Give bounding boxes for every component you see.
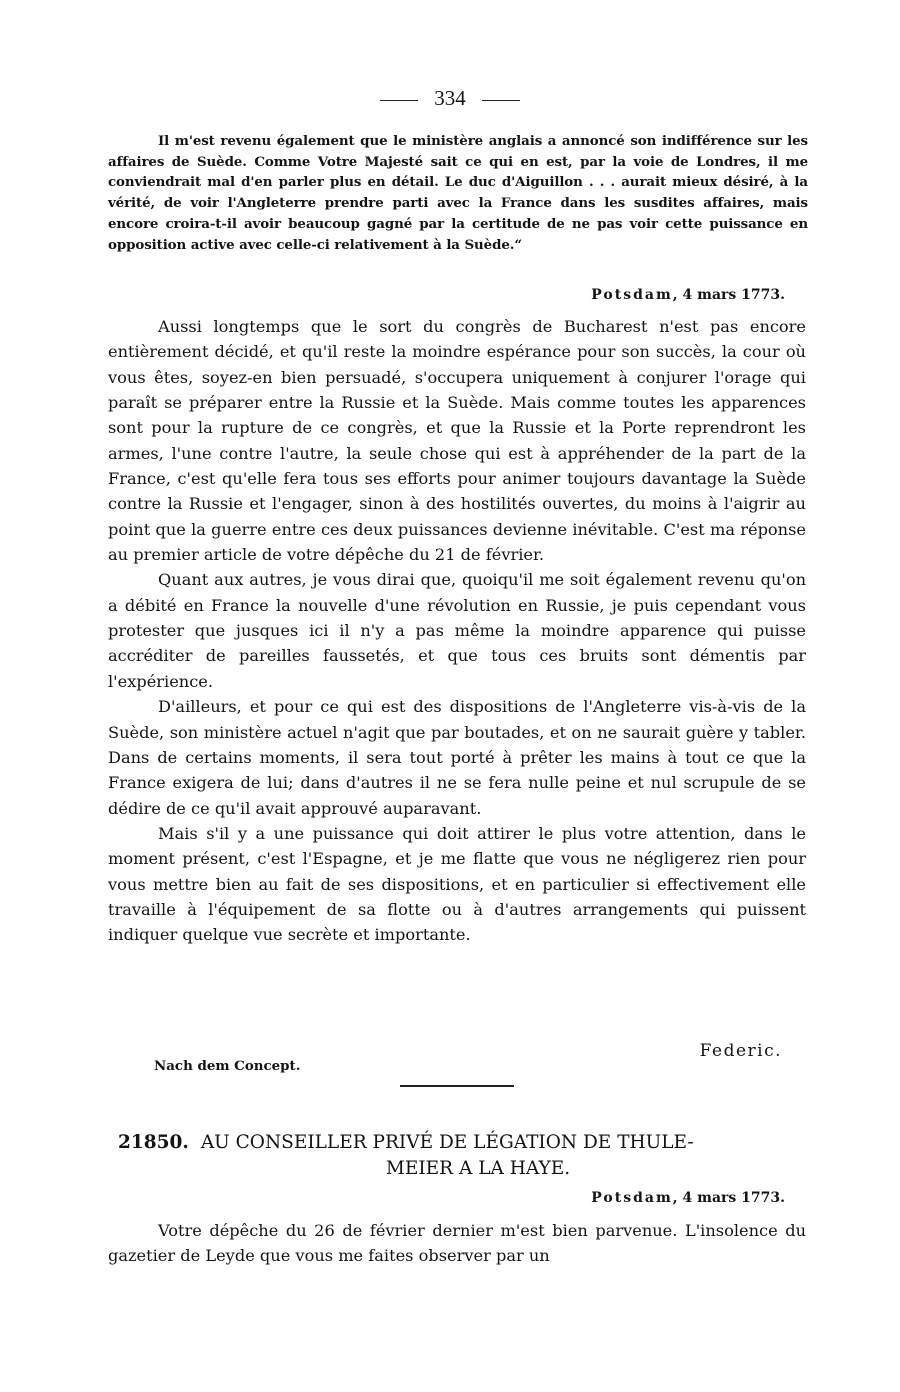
letter2-heading (118, 1130, 798, 1182)
letter2-body (108, 1218, 806, 1269)
header-dash-right (482, 100, 520, 101)
letter2-heading-line2: MEIER A LA HAYE. (385, 1158, 571, 1179)
letter1-paragraph: Mais s'il y a une puissance qui doit attirer le plus votre attention, dans le moment présent, c'est l'Espagne, et je me flatte que vous ne négligerez rien pour vous mettre bien au fait de ses dispositions, et en particulier si effectivement elle travaille à l'équipement de sa flotte ou à d'autres arrangements qui puissent indiquer quelque vue secrète et importante. (108, 823, 806, 945)
source-note: Nach dem Concept. (154, 1058, 301, 1074)
letter1-dateline (591, 287, 785, 303)
quoted-letter (108, 131, 808, 255)
letter1-place: Potsdam (591, 287, 673, 303)
header-dash-left (380, 100, 418, 101)
letter2-number: 21850. (118, 1132, 189, 1153)
letter1-paragraph: D'ailleurs, et pour ce qui est des dispositions de l'Angleterre vis-à-vis de la Suède, son ministère actuel n'agit que par boutades, et on ne saurait guère y tabler. Dans de certains moments, il sera tout porté à prêter les mains à tout ce que la France exigera de lui; dans d'autres il ne se fera nulle peine et nul scrupule de se dédire de ce qu'il avait approuvé auparavant. (108, 697, 806, 818)
letter2-place: Potsdam (591, 1190, 673, 1206)
letter1-paragraph: Aussi longtemps que le sort du congrès de Bucharest n'est pas encore entièrement décidé, et qu'il reste la moindre espérance pour son succès, la cour où vous êtes, soyez-en bien persuadé, s'occupera uniquement à conjurer l'orage qui paraît se préparer entre la Russie et la Suède. Mais comme toutes les apparences sont pour la rupture de ce congrès, et que la Russie et la Porte reprendront les armes, l'une contre l'autre, la seule chose qui est à appréhender de la part de la France, c'est qu'elle fera tous ses efforts pour animer toujours davantage la Suède contre la Russie et l'engager, sinon à des hostilités ouvertes, du moins à l'aigrir au point que la guerre entre ces deux puissances devienne inévitable. C'est ma réponse au premier article de votre dépêche du 21 de février. (108, 317, 806, 565)
letter1-date: , 4 mars 1773. (672, 287, 785, 303)
page-number: 334 (434, 86, 466, 110)
letter1-signature: Federic. (699, 1041, 782, 1061)
letter2-date: , 4 mars 1773. (672, 1190, 785, 1206)
letter2-paragraph: Votre dépêche du 26 de février dernier m'est bien parvenue. L'insolence du gazetier de Leyde que vous me faites observer par un (108, 1221, 806, 1266)
letter1-paragraph: Quant aux autres, je vous dirai que, quoiqu'il me soit également revenu qu'on a débité en France la nouvelle d'une révolution en Russie, je puis cependant vous protester que jusques ici il n'y a pas même la moindre apparence qui puisse accréditer de pareilles faussetés, et que tous ces bruits sont démentis par l'expérience. (108, 570, 806, 691)
section-divider (400, 1085, 514, 1087)
letter2-heading-line1: AU CONSEILLER PRIVÉ DE LÉGATION DE THULE- (200, 1132, 694, 1153)
quoted-letter-text: Il m'est revenu également que le ministère anglais a annoncé son indifférence sur les affaires de Suède. Comme Votre Majesté sait ce qui en est, par la voie de Londres, il me conviendrait mal d'en parler plus en détail. Le duc d'Aiguillon . . . aurait mieux désiré, à la vérité, de voir l'Angleterre prendre parti avec la France dans les susdites affaires, mais encore croira-t-il avoir beaucoup gagné par la certitude de ne pas voir cette puissance en opposition active avec celle-ci relativement à la Suède.“ (108, 133, 808, 253)
letter2-dateline (591, 1190, 785, 1206)
letter1-body (108, 314, 806, 948)
page-header (0, 86, 900, 111)
